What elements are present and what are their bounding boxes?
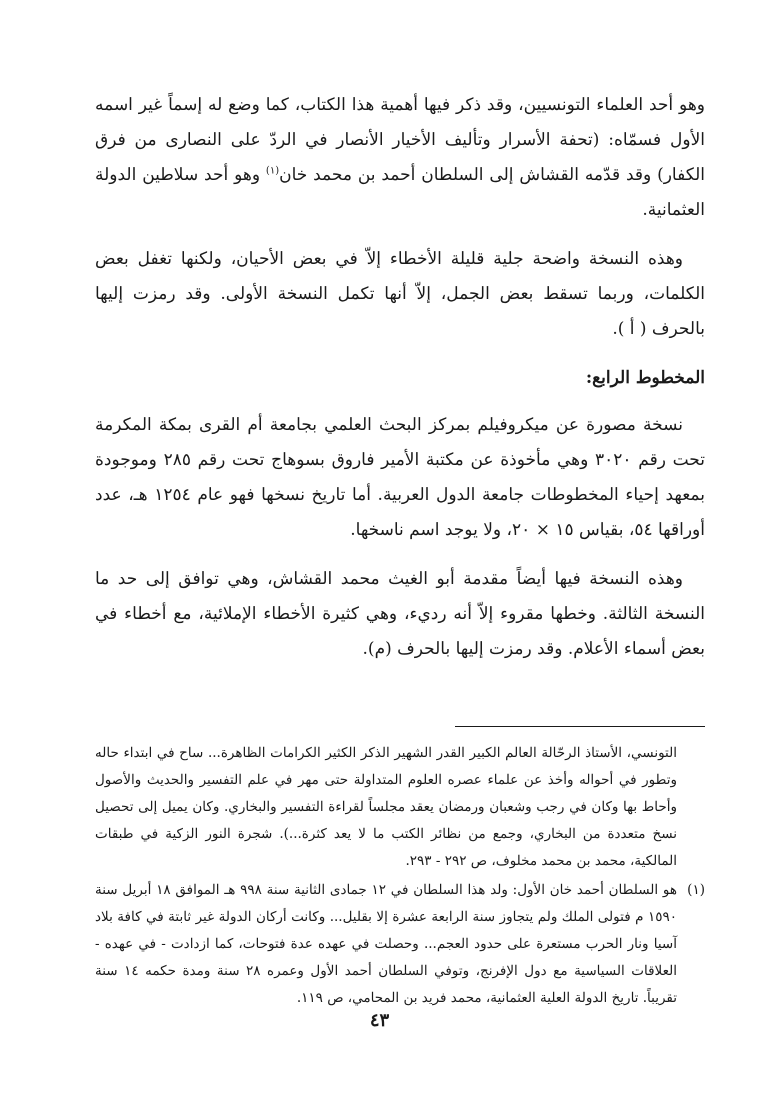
paragraph-1	[95, 88, 705, 228]
paragraph-2: وهذه النسخة واضحة جلية قليلة الأخطاء إلاّ في بعض الأحيان، ولكنها تغفل بعض الكلمات، وربما تسقط بعض الجمل، إلاّ أنها تكمل النسخة الأولى. وقد رمزت إليها بالحرف ( أ ).	[95, 249, 705, 339]
page-number: ٤٣	[369, 1010, 390, 1031]
footnote-ref-1[interactable]: (١)	[265, 165, 280, 177]
footnote-1	[95, 877, 705, 1012]
footnotes	[95, 740, 705, 1012]
paragraph-3: نسخة مصورة عن ميكروفيلم بمركز البحث العلمي بجامعة أم القرى بمكة المكرمة تحت رقم ٣٠٢٠ وهي مأخوذة عن مكتبة الأمير فاروق بسوهاج تحت رقم ٢٨٥ وموجودة بمعهد إحياء المخطوطات جامعة الدول العربية. أما تاريخ نسخها فهو عام ١٢٥٤ هـ، عدد أوراقها ٥٤، بقياس ١٥ × ٢٠، ولا يوجد اسم ناسخها.	[95, 415, 705, 540]
section-heading: المخطوط الرابع:	[585, 368, 705, 388]
footnote-1-number: (١)	[687, 882, 705, 898]
footnote-separator	[455, 726, 705, 727]
page-body	[95, 88, 705, 1006]
paragraph-1-end: وهو أحد سلاطين الدولة العثمانية.	[95, 165, 705, 220]
main-text	[95, 88, 705, 667]
paragraph-1-text: وهو أحد العلماء التونسيين، وقد ذكر فيها أهمية هذا الكتاب، كما وضع له إسماً غير اسمه الأول فسمّاه: (تحفة الأسرار وتأليف الأخيار الأنصار في الردّ على النصارى من فرق الكفار) وقد قدّمه القشاش إلى السلطان أحمد بن محمد خان	[95, 95, 705, 185]
footnote-1-text: هو السلطان أحمد خان الأول: ولد هذا السلطان في ١٢ جمادى الثانية سنة ٩٩٨ هـ الموافق ١٨ أبريل سنة ١٥٩٠ م فتولى الملك ولم يتجاوز سنة الرابعة عشرة إلا بقليل... وكانت أركان الدولة غير ثابتة في كافة بلاد آسيا ونار الحرب مستعرة على حدود العجم... وحصلت في عهده عدة فتوحات، كما ازدادت - في عهده - العلاقات السياسية مع دول الإفرنج، وتوفي السلطان أحمد الأول وعمره ٢٨ سنة ومدة حكمه ١٤ سنة تقريباً. تاريخ الدولة العلية العثمانية، محمد فريد بن المحامي، ص ١١٩.	[95, 882, 677, 1006]
paragraph-4: وهذه النسخة فيها أيضاً مقدمة أبو الغيث محمد القشاش، وهي توافق إلى حد ما النسخة الثالثة. وخطها مقروء إلاّ أنه رديء، وهي كثيرة الأخطاء الإملائية، مع أخطاء في بعض أسماء الأعلام. وقد رمزت إليها بالحرف (م).	[95, 569, 705, 659]
footnote-continuation: التونسي، الأستاذ الرحّالة العالم الكبير القدر الشهير الذكر الكثير الكرامات الظاهرة... ساح في ابتداء حاله وتطور في أحواله وأخذ عن علماء عصره العلوم المتداولة حتى مهر في علم التفسير والحديث والأصول وأحاط بها وكان في رجب وشعبان ورمضان يعقد مجلساً لقراءة التفسير والبخاري. وكان يميل إلى تحصيل نسخ متعددة من البخاري، وجمع من نظائر الكتب ما لا يعد كثرة...). شجرة النور الزكية في طبقات المالكية، محمد بن محمد مخلوف، ص ٢٩٢ - ٢٩٣.	[95, 745, 678, 869]
